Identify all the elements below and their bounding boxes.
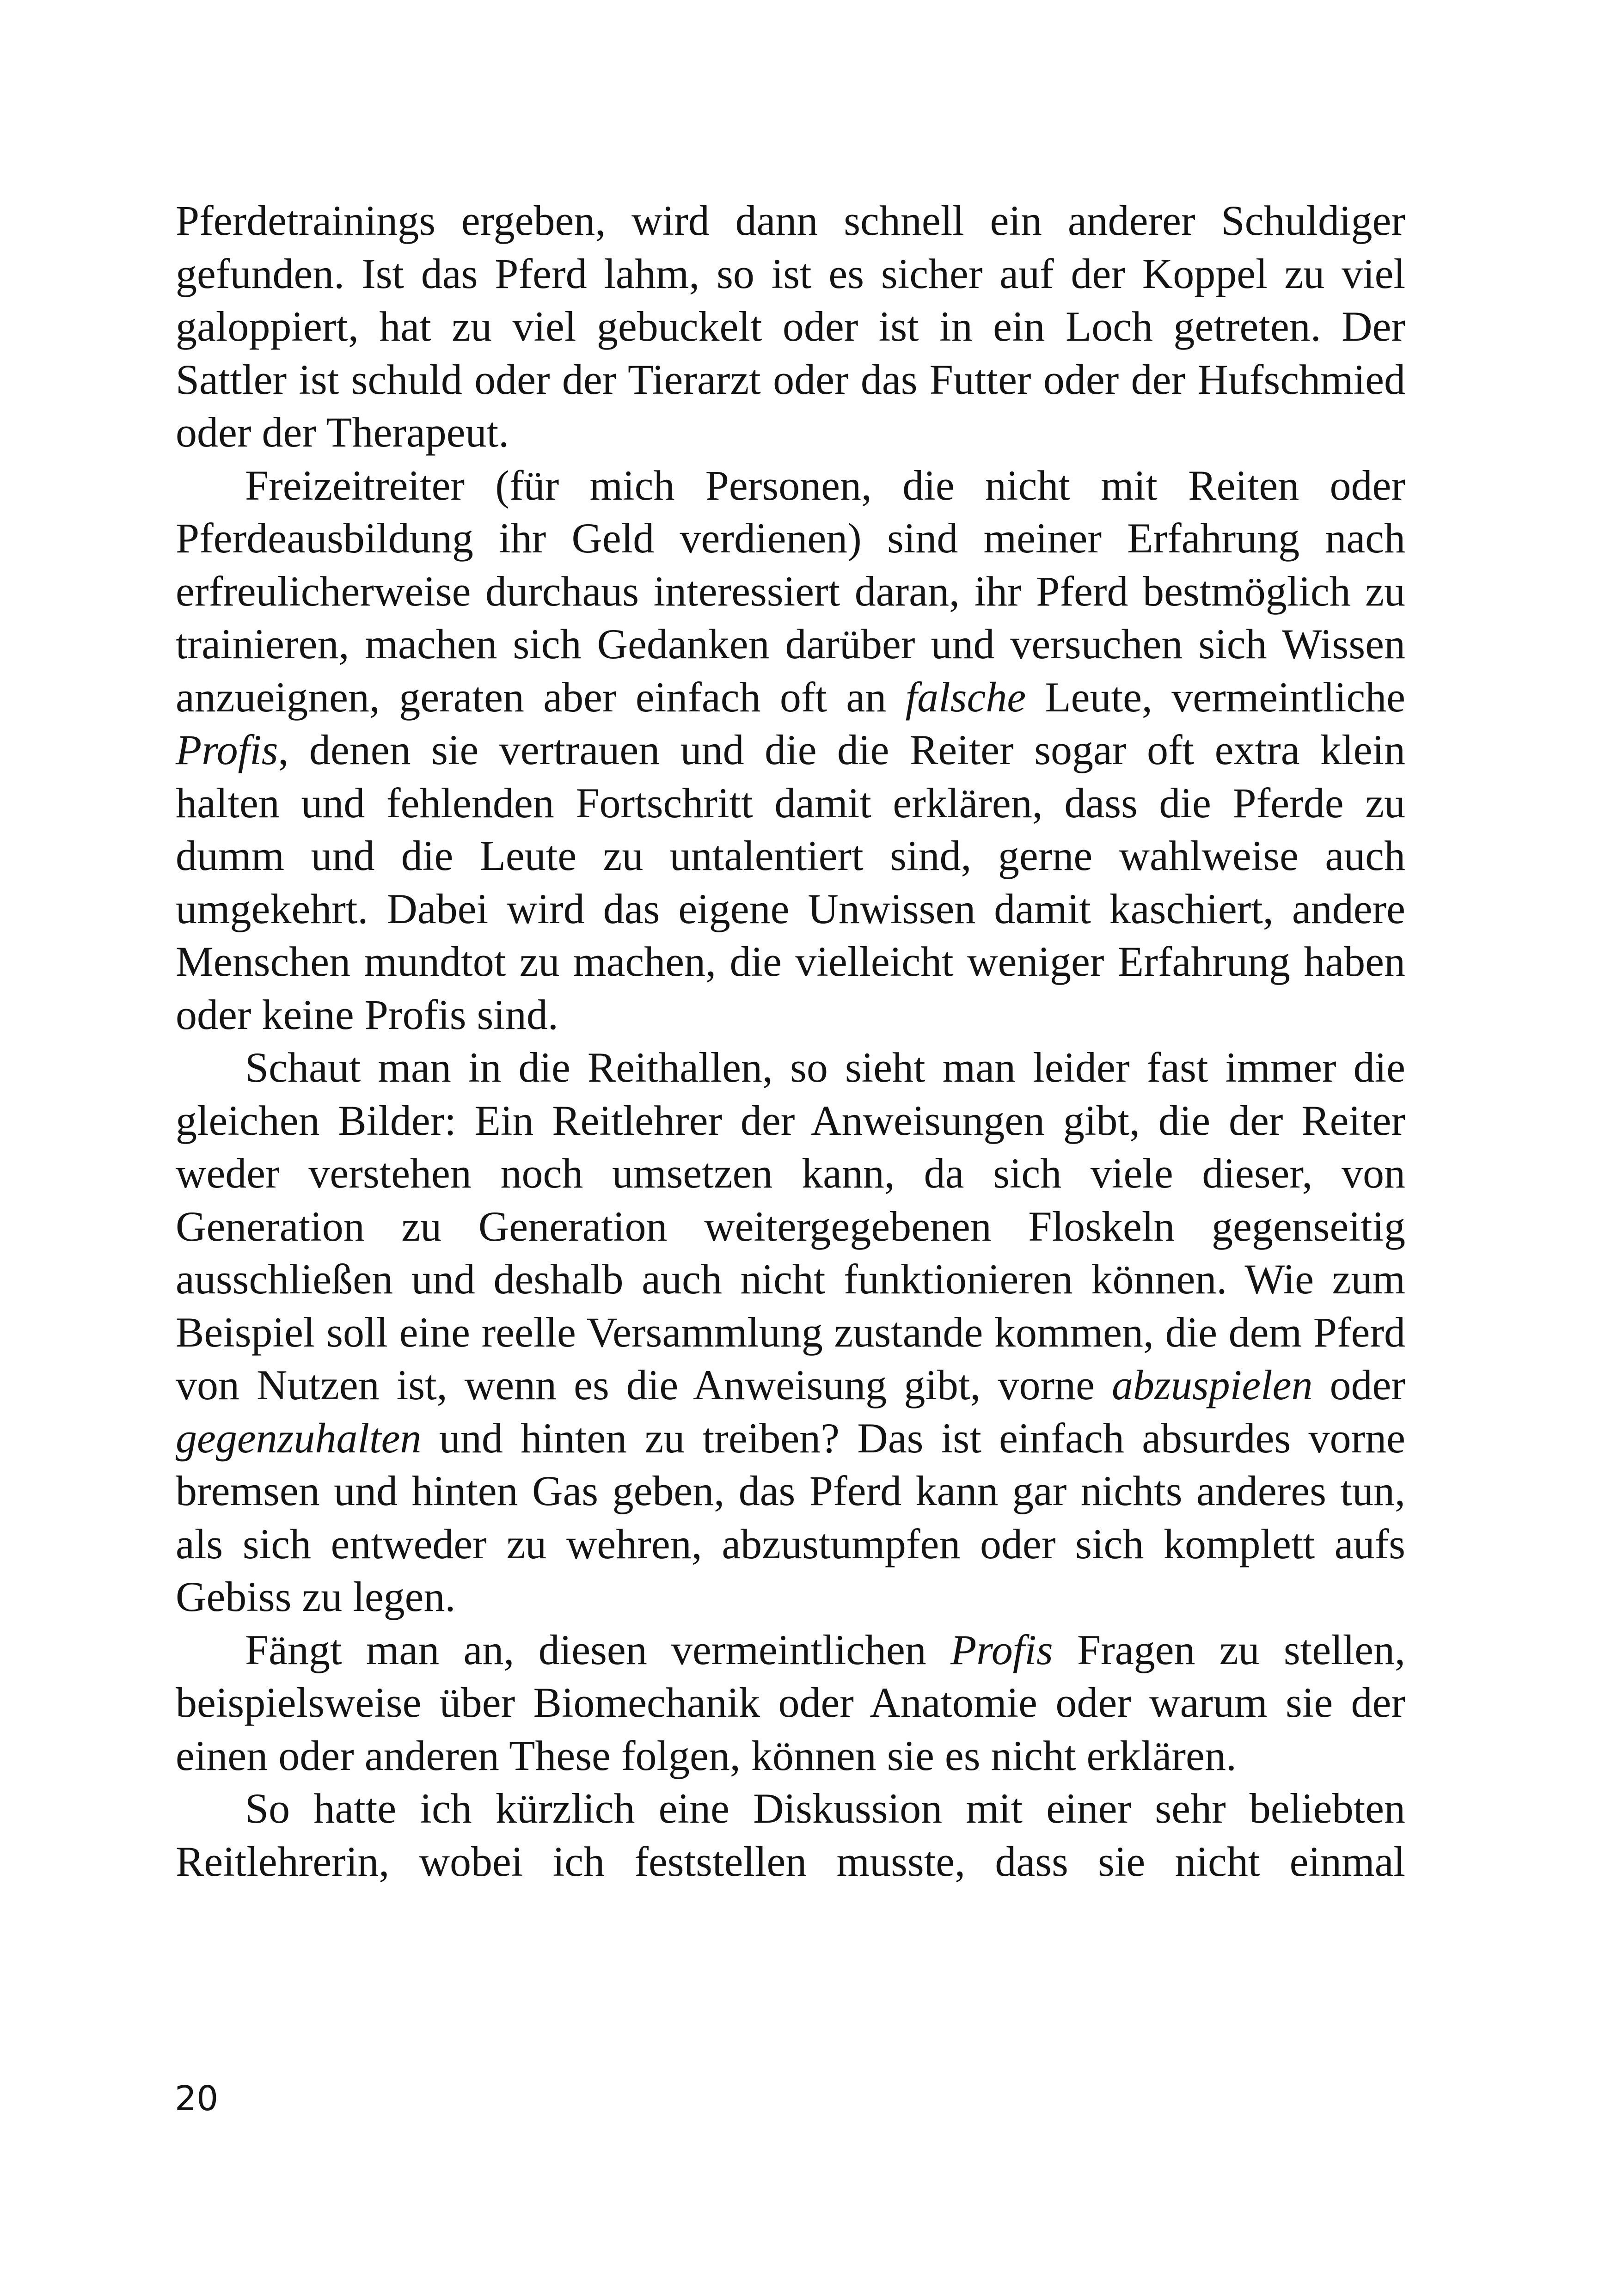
paragraph-2-emphasis-profis: Profis bbox=[176, 726, 278, 773]
paragraph-1 bbox=[176, 194, 1405, 459]
paragraph-3-emphasis-gegenzuhalten: gegenzuhalten bbox=[176, 1414, 422, 1462]
paragraph-3-text-a: Schaut man in die Reithallen, so sieht man leider fast immer die gleichen Bilder: Ein Reitlehrer der Anweisungen gibt, die der Reiter weder verstehen noch umsetzen kann, da sich viele dieser, von Generation zu Generation weitergegebenen Floskeln gegenseitig ausschließen und deshalb auch nicht funktionieren können. Wie zum Beispiel soll eine reelle Versammlung zustande kommen, die dem Pferd von Nutzen ist, wenn es die Anweisung gibt, vorne bbox=[176, 1044, 1405, 1408]
paragraph-4-text-b: Fragen zu stellen, beispielsweise über Biomechanik oder Anatomie oder warum sie der einen oder anderen These folgen, können sie es nicht erklären. bbox=[176, 1626, 1405, 1779]
paragraph-4 bbox=[176, 1623, 1405, 1782]
paragraph-3-emphasis-abzuspielen: abzuspielen bbox=[1112, 1361, 1313, 1408]
paragraph-4-emphasis-profis: Profis bbox=[950, 1626, 1053, 1673]
paragraph-5 bbox=[176, 1782, 1405, 1888]
paragraph-3-text-b: oder bbox=[1312, 1361, 1405, 1408]
paragraph-1-text: Pferdetrainings ergeben, wird dann schnell ein anderer Schuldiger gefunden. Ist das Pferd lahm, so ist es sicher auf der Koppel zu viel galoppiert, hat zu viel gebuckelt oder ist in ein Loch getreten. Der Sattler ist schuld oder der Tierarzt oder das Futter oder der Hufschmied oder der Therapeut. bbox=[176, 197, 1405, 456]
paragraph-2-emphasis-falsche: falsche bbox=[905, 673, 1026, 721]
paragraph-2-text-a: Freizeitreiter (für mich Personen, die nicht mit Reiten oder Pferdeausbildung ihr Geld verdienen) sind meiner Erfahrung nach erfreulicherweise durchaus interessiert daran, ihr Pferd bestmöglich zu trainieren, machen sich Gedanken darüber und versuchen sich Wissen anzueignen, geraten aber einfach oft an bbox=[176, 461, 1405, 721]
paragraph-2 bbox=[176, 459, 1405, 1041]
paragraph-2-text-c: , denen sie vertrauen und die die Reiter sogar oft extra klein halten und fehlenden Fortschritt damit erklären, dass die Pferde zu dumm und die Leute zu untalentiert sind, gerne wahlweise auch umgekehrt. Dabei wird das eigene Unwissen damit kaschiert, andere Menschen mundtot zu machen, die vielleicht weniger Erfahrung haben oder keine Profis sind. bbox=[176, 726, 1405, 1038]
paragraph-2-text-b: Leute, vermeintliche bbox=[1026, 673, 1405, 721]
paragraph-3 bbox=[176, 1041, 1405, 1623]
paragraph-3-text-c: und hinten zu treiben? Das ist einfach absurdes vorne bremsen und hinten Gas geben, das Pferd kann gar nichts anderes tun, als sich entweder zu wehren, abzustumpfen oder sich komplett aufs Gebiss zu legen. bbox=[176, 1414, 1405, 1620]
paragraph-4-text-a: Fängt man an, diesen vermeintlichen bbox=[245, 1626, 951, 1673]
body-text bbox=[176, 194, 1405, 1888]
page-number: 20 bbox=[175, 2079, 219, 2118]
paragraph-5-text: So hatte ich kürzlich eine Diskussion mit einer sehr beliebten Reitlehrerin, wobei ich feststellen musste, dass sie nicht einmal bbox=[176, 1785, 1405, 1885]
